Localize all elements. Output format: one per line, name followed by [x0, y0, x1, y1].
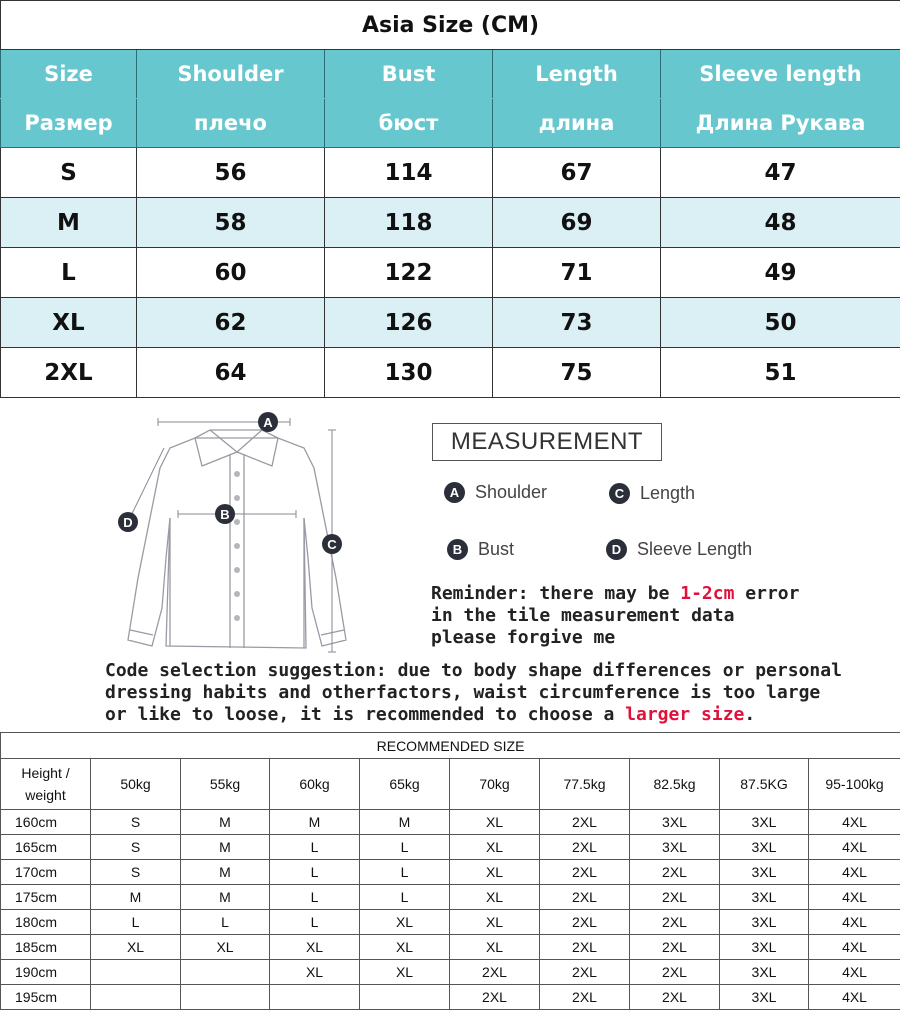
recommended-size-cell: 4XL — [809, 910, 900, 935]
weight-header: 77.5kg — [540, 759, 630, 810]
size-chart-title-row — [1, 1, 900, 50]
shirt-measurement-diagram — [100, 408, 360, 658]
length-cell: 73 — [493, 298, 661, 348]
weight-header: 87.5KG — [720, 759, 809, 810]
weight-header-row — [1, 759, 900, 810]
recommended-size-cell: L — [270, 860, 360, 885]
recommended-size-cell: L — [270, 885, 360, 910]
recommended-size-cell: M — [91, 885, 181, 910]
recommended-size-cell: 2XL — [630, 960, 720, 985]
size-row — [1, 348, 900, 398]
size-cell: 2XL — [1, 348, 137, 398]
recommended-size-cell: 2XL — [630, 935, 720, 960]
badge-a-icon: A — [444, 482, 465, 503]
recommended-row — [1, 985, 900, 1010]
diagram-badge-c — [322, 534, 342, 554]
recommended-size-cell: 2XL — [540, 810, 630, 835]
length-cell: 67 — [493, 148, 661, 198]
recommended-size-cell — [360, 985, 450, 1010]
recommended-size-cell — [91, 960, 181, 985]
recommended-size-cell: S — [91, 835, 181, 860]
header-length-ru: длина — [493, 99, 661, 148]
recommended-size-cell: 2XL — [630, 860, 720, 885]
recommended-size-cell: S — [91, 860, 181, 885]
height-cell: 175cm — [1, 885, 91, 910]
recommended-size-cell: M — [181, 885, 270, 910]
recommended-size-cell: 4XL — [809, 935, 900, 960]
diagram-badge-b — [215, 504, 235, 524]
recommended-size-cell: XL — [360, 960, 450, 985]
recommended-size-cell: 2XL — [540, 835, 630, 860]
recommended-size-cell: XL — [450, 935, 540, 960]
badge-d-icon: D — [606, 539, 627, 560]
shoulder-cell: 58 — [137, 198, 325, 248]
height-cell: 195cm — [1, 985, 91, 1010]
recommended-title-row — [1, 733, 900, 759]
recommended-size-cell: 2XL — [450, 985, 540, 1010]
svg-text:A: A — [263, 415, 273, 430]
header-size: Size — [1, 50, 137, 99]
recommended-size-cell: 4XL — [809, 960, 900, 985]
recommended-size-cell: XL — [450, 885, 540, 910]
sleeve-cell: 50 — [661, 298, 900, 348]
recommended-size-cell: 3XL — [720, 960, 809, 985]
recommended-size-cell: M — [181, 860, 270, 885]
recommended-size-cell: 2XL — [540, 910, 630, 935]
recommended-size-cell: 3XL — [720, 835, 809, 860]
weight-header: 65kg — [360, 759, 450, 810]
recommended-size-cell: 4XL — [809, 885, 900, 910]
size-cell: M — [1, 198, 137, 248]
recommended-size-cell: S — [91, 810, 181, 835]
recommended-size-cell: 4XL — [809, 835, 900, 860]
recommended-size-cell: 3XL — [630, 810, 720, 835]
recommended-row — [1, 960, 900, 985]
recommended-size-cell: XL — [270, 935, 360, 960]
recommended-size-cell: 2XL — [540, 985, 630, 1010]
size-suggestion-note — [105, 660, 900, 726]
header-row-ru — [1, 99, 900, 148]
diagram-badge-a — [258, 412, 278, 432]
suggestion-line-3: or like to loose, it is recommended to choose a larger size. — [105, 704, 756, 725]
reminder-note — [431, 583, 891, 649]
recommended-row — [1, 935, 900, 960]
recommended-size-cell: 3XL — [720, 885, 809, 910]
recommended-size-cell — [181, 960, 270, 985]
recommended-row — [1, 910, 900, 935]
size-row — [1, 248, 900, 298]
height-cell: 165cm — [1, 835, 91, 860]
suggestion-line-1: Code selection suggestion: due to body shape differences or personal — [105, 660, 842, 681]
bust-cell: 122 — [325, 248, 493, 298]
shoulder-cell: 64 — [137, 348, 325, 398]
recommended-size-cell: 3XL — [630, 835, 720, 860]
bust-cell: 126 — [325, 298, 493, 348]
sleeve-cell: 51 — [661, 348, 900, 398]
badge-b-icon: B — [447, 539, 468, 560]
svg-text:C: C — [327, 537, 337, 552]
legend-sleeve-length — [606, 539, 752, 560]
recommended-row — [1, 885, 900, 910]
weight-header: 82.5kg — [630, 759, 720, 810]
shoulder-cell: 62 — [137, 298, 325, 348]
recommended-size-cell: 3XL — [720, 860, 809, 885]
recommended-size-cell: XL — [450, 810, 540, 835]
recommended-size-cell: XL — [181, 935, 270, 960]
sleeve-cell: 49 — [661, 248, 900, 298]
legend-shoulder — [444, 482, 547, 503]
recommended-size-cell: L — [91, 910, 181, 935]
recommended-size-cell: XL — [450, 835, 540, 860]
recommended-size-cell: 2XL — [450, 960, 540, 985]
recommended-size-cell: L — [360, 860, 450, 885]
length-cell: 75 — [493, 348, 661, 398]
size-cell: XL — [1, 298, 137, 348]
length-cell: 71 — [493, 248, 661, 298]
size-chart-title: Asia Size (CM) — [1, 1, 900, 50]
bust-cell: 118 — [325, 198, 493, 248]
recommended-title: RECOMMENDED SIZE — [1, 733, 900, 759]
shirt-buttons — [234, 471, 240, 621]
recommended-size-cell: XL — [91, 935, 181, 960]
badge-c-icon: C — [609, 483, 630, 504]
recommended-size-cell: M — [360, 810, 450, 835]
measurement-title: MEASUREMENT — [432, 423, 662, 461]
shoulder-cell: 60 — [137, 248, 325, 298]
recommended-size-cell: 2XL — [630, 885, 720, 910]
svg-text:D: D — [123, 515, 133, 530]
recommended-size-cell: 4XL — [809, 985, 900, 1010]
size-cell: L — [1, 248, 137, 298]
height-cell: 160cm — [1, 810, 91, 835]
svg-text:B: B — [220, 507, 230, 522]
suggestion-line-2: dressing habits and otherfactors, waist circumference is too large — [105, 682, 821, 703]
bust-cell: 130 — [325, 348, 493, 398]
recommended-size-cell: 2XL — [540, 885, 630, 910]
header-shoulder-ru: плечо — [137, 99, 325, 148]
header-size-ru: Размер — [1, 99, 137, 148]
size-row — [1, 198, 900, 248]
recommended-size-cell: 4XL — [809, 860, 900, 885]
recommended-size-cell: L — [270, 910, 360, 935]
legend-length — [609, 483, 695, 504]
recommended-size-cell: 4XL — [809, 810, 900, 835]
recommended-body — [1, 810, 900, 1010]
larger-size-highlight: larger size — [625, 704, 745, 725]
reminder-line-1: Reminder: there may be 1-2cm error — [431, 583, 800, 604]
recommended-size-cell: L — [360, 885, 450, 910]
recommended-size-cell: M — [270, 810, 360, 835]
header-length: Length — [493, 50, 661, 99]
recommended-size-cell: XL — [270, 960, 360, 985]
sleeve-cell: 47 — [661, 148, 900, 198]
legend-label: Sleeve Length — [637, 539, 753, 559]
weight-header: 55kg — [181, 759, 270, 810]
height-weight-corner: Height / weight — [1, 759, 91, 810]
recommended-size-cell: 2XL — [540, 960, 630, 985]
header-shoulder: Shoulder — [137, 50, 325, 99]
header-row-en — [1, 50, 900, 99]
legend-label: Length — [640, 483, 696, 503]
header-sleeve-length: Sleeve length — [661, 50, 900, 99]
error-range-highlight: 1-2cm — [680, 583, 735, 604]
weight-header: 70kg — [450, 759, 540, 810]
height-cell: 185cm — [1, 935, 91, 960]
weight-header: 50kg — [91, 759, 181, 810]
weight-header: 60kg — [270, 759, 360, 810]
legend-label: Shoulder — [475, 482, 548, 502]
length-cell: 69 — [493, 198, 661, 248]
recommended-size-cell — [270, 985, 360, 1010]
size-row — [1, 148, 900, 198]
reminder-line-2: in the tile measurement data — [431, 605, 735, 626]
legend-bust — [447, 539, 514, 560]
recommended-row — [1, 860, 900, 885]
recommended-size-cell: L — [181, 910, 270, 935]
recommended-size-cell: 2XL — [630, 985, 720, 1010]
recommended-size-cell: M — [181, 835, 270, 860]
recommended-size-cell: 3XL — [720, 985, 809, 1010]
recommended-row — [1, 810, 900, 835]
recommended-size-cell: 2XL — [540, 935, 630, 960]
diagram-badge-d — [118, 512, 138, 532]
size-chart-table — [0, 0, 900, 398]
recommended-size-cell — [181, 985, 270, 1010]
recommended-size-cell: 2XL — [630, 910, 720, 935]
header-sleeve-length-ru: Длина Рукава — [661, 99, 900, 148]
recommended-size-cell: 2XL — [540, 860, 630, 885]
recommended-size-cell: XL — [450, 860, 540, 885]
header-bust-ru: бюст — [325, 99, 493, 148]
shoulder-cell: 56 — [137, 148, 325, 198]
reminder-line-3: please forgive me — [431, 627, 616, 648]
height-cell: 190cm — [1, 960, 91, 985]
recommended-size-cell: XL — [360, 910, 450, 935]
size-cell: S — [1, 148, 137, 198]
height-cell: 170cm — [1, 860, 91, 885]
recommended-size-cell: 3XL — [720, 935, 809, 960]
height-cell: 180cm — [1, 910, 91, 935]
bust-cell: 114 — [325, 148, 493, 198]
sleeve-cell: 48 — [661, 198, 900, 248]
recommended-size-cell — [91, 985, 181, 1010]
recommended-size-cell: XL — [450, 910, 540, 935]
recommended-row — [1, 835, 900, 860]
recommended-size-cell: L — [270, 835, 360, 860]
legend-label: Bust — [478, 539, 515, 559]
header-bust: Bust — [325, 50, 493, 99]
weight-header: 95-100kg — [809, 759, 900, 810]
recommended-size-table — [0, 732, 900, 1010]
recommended-size-cell: M — [181, 810, 270, 835]
size-row — [1, 298, 900, 348]
recommended-size-cell: L — [360, 835, 450, 860]
recommended-size-cell: 3XL — [720, 910, 809, 935]
recommended-size-cell: XL — [360, 935, 450, 960]
recommended-size-cell: 3XL — [720, 810, 809, 835]
